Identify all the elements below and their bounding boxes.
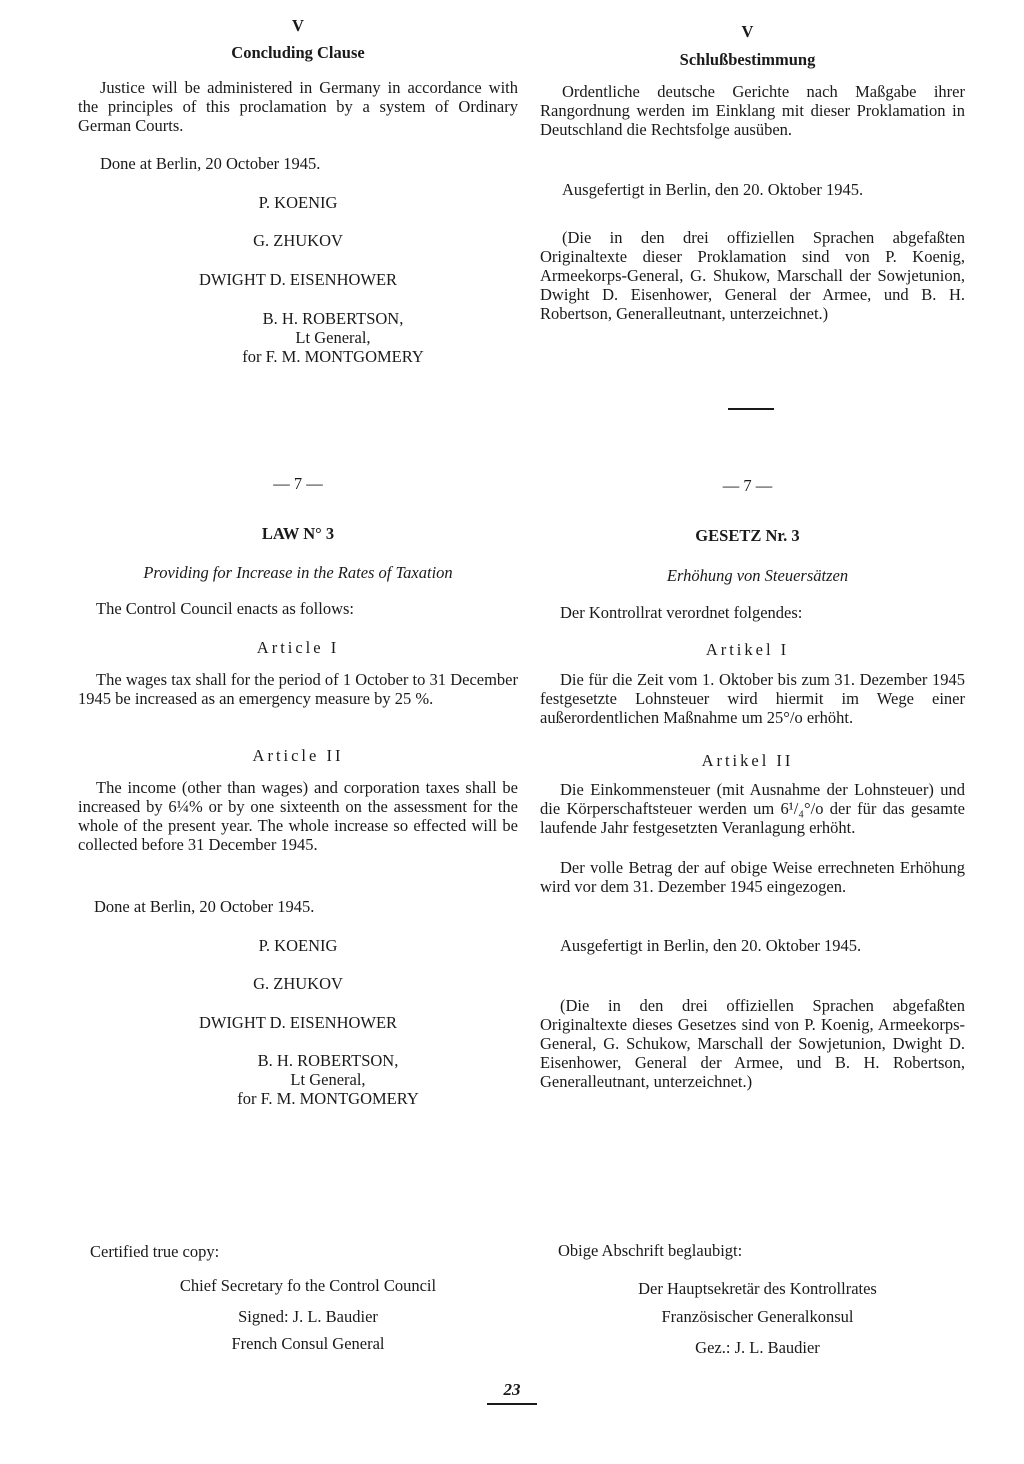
signatory-eisenhower: DWIGHT D. EISENHOWER bbox=[198, 270, 398, 289]
article-1-heading: Article I bbox=[256, 638, 340, 657]
signatory-montgomery-2: for F. M. MONTGOMERY bbox=[237, 1089, 419, 1108]
page-marker: — 7 — bbox=[273, 474, 323, 493]
signatory-zhukov-2: G. ZHUKOV bbox=[253, 974, 343, 993]
signatory-zhukov: G. ZHUKOV bbox=[253, 231, 343, 250]
article-2-text-a-de: Die Einkommensteuer (mit Ausnahme der Lohnsteuer) und die Körperschaftsteuer werden um 6¹/₄°/o der für das gesamte laufende Jahr festgesetzten Veranlagung erhöht. bbox=[540, 780, 965, 837]
law-title-de: GESETZ Nr. 3 bbox=[695, 526, 800, 545]
article-2-text: The income (other than wages) and corporation taxes shall be increased by 6¼% or by one sixteenth on the assessment for the whole of the present year. The whole increase so effected will be collected before 31 December 1945. bbox=[78, 778, 518, 854]
law-title: LAW N° 3 bbox=[261, 524, 335, 543]
cert-gez: Gez.: J. L. Baudier bbox=[695, 1338, 820, 1357]
section-title-de: Schlußbestimmung bbox=[679, 50, 816, 69]
section-numeral-de: V bbox=[741, 22, 754, 41]
cert-generalkonsul: Französischer Generalkonsul bbox=[661, 1307, 854, 1326]
law-subtitle: Providing for Increase in the Rates of Taxation bbox=[143, 563, 453, 582]
section-text-de: Ordentliche deutsche Gerichte nach Maßgabe ihrer Rangordnung werden im Einklang mit dieser Proklamation in Deutschland die Rechtsfolge ausüben. bbox=[540, 82, 965, 139]
certified-line: Certified true copy: bbox=[90, 1242, 220, 1261]
article-2-heading: Article II bbox=[252, 746, 344, 765]
certified-line-de: Obige Abschrift beglaubigt: bbox=[558, 1241, 743, 1260]
page-number-underline bbox=[487, 1403, 537, 1405]
done-line-2: Done at Berlin, 20 October 1945. bbox=[94, 897, 315, 916]
signatory-koenig: P. KOENIG bbox=[258, 193, 338, 212]
signatory-rank: Lt General, bbox=[295, 328, 371, 347]
signatory-koenig-2: P. KOENIG bbox=[258, 936, 338, 955]
done-line-1-de: Ausgefertigt in Berlin, den 20. Oktober 1945. bbox=[562, 180, 864, 199]
signatory-eisenhower-2: DWIGHT D. EISENHOWER bbox=[198, 1013, 398, 1032]
signatory-rank-2: Lt General, bbox=[290, 1070, 366, 1089]
cert-chief-secretary: Chief Secretary fo the Control Council bbox=[179, 1276, 437, 1295]
page-marker-de: — 7 — bbox=[722, 476, 773, 495]
note-2-de: (Die in den drei offiziellen Sprachen abgefaßten Originaltexte dieses Gesetzes sind von P. Koenig, Armeekorps-General, G. Schukow, Marschall der Sowjetunion, Dwight D. Eisenhower, General der Armee, und B. H. Robertson, Generalleutnant, unterzeichnet.) bbox=[540, 996, 965, 1091]
done-line-2-de: Ausgefertigt in Berlin, den 20. Oktober 1945. bbox=[560, 936, 862, 955]
cert-signed: Signed: J. L. Baudier bbox=[238, 1307, 378, 1326]
article-1-text-de: Die für die Zeit vom 1. Oktober bis zum 31. Dezember 1945 festgesetzte Lohnsteuer wird hiermit im Wege einer außerordentlichen Maßnahme um 25°/o erhöht. bbox=[540, 670, 965, 727]
article-1-heading-de: Artikel I bbox=[705, 640, 790, 659]
cert-hauptsekretaer: Der Hauptsekretär des Kontrollrates bbox=[638, 1279, 877, 1298]
article-1-text: The wages tax shall for the period of 1 October to 31 December 1945 be increased as an emergency measure by 25 %. bbox=[78, 670, 518, 708]
section-divider bbox=[728, 408, 774, 410]
article-2-text-b-de: Der volle Betrag der auf obige Weise errechneten Erhöhung wird vor dem 31. Dezember 1945 eingezogen. bbox=[540, 858, 965, 896]
enacts-line: The Control Council enacts as follows: bbox=[96, 599, 354, 618]
page-number: 23 bbox=[503, 1380, 521, 1399]
law-subtitle-de: Erhöhung von Steuersätzen bbox=[666, 566, 849, 585]
article-2-heading-de: Artikel II bbox=[701, 751, 794, 770]
signatory-robertson: B. H. ROBERTSON, bbox=[262, 309, 404, 328]
section-text: Justice will be administered in Germany in accordance with the principles of this proclamation by a system of Ordinary German Courts. bbox=[78, 78, 518, 135]
enacts-line-de: Der Kontrollrat verordnet folgendes: bbox=[560, 603, 803, 622]
cert-consul: French Consul General bbox=[231, 1334, 385, 1353]
signatory-robertson-2: B. H. ROBERTSON, bbox=[257, 1051, 399, 1070]
section-numeral: V bbox=[292, 16, 304, 35]
signatory-montgomery: for F. M. MONTGOMERY bbox=[242, 347, 424, 366]
done-line-1: Done at Berlin, 20 October 1945. bbox=[100, 154, 321, 173]
section-title: Concluding Clause bbox=[231, 43, 365, 62]
note-1-de: (Die in den drei offiziellen Sprachen abgefaßten Originaltexte dieser Proklamation sind von P. Koenig, Armeekorps-General, G. Shukow, Marschall der Sowjetunion, Dwight D. Eisenhower, General der Armee, und B. H. Robertson, Generalleutnant, unterzeichnet.) bbox=[540, 228, 965, 323]
